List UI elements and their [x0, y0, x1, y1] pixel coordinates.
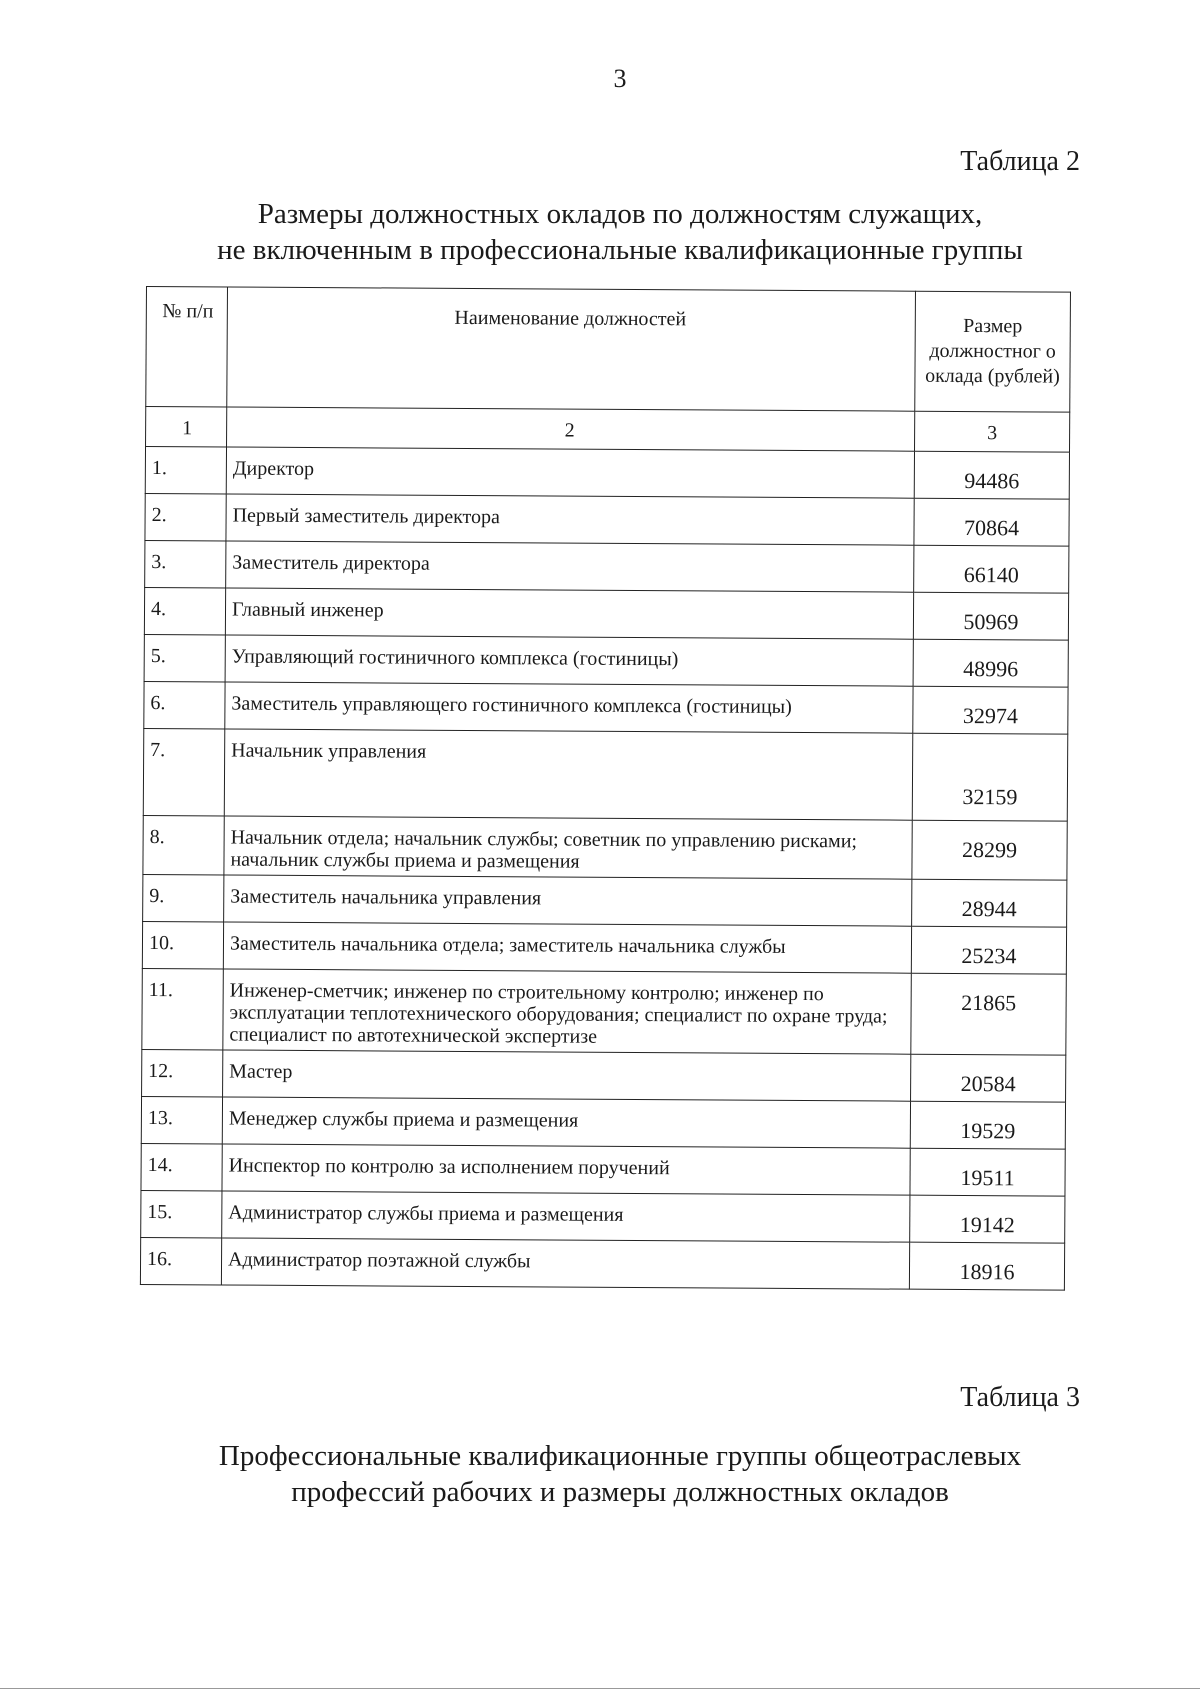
- salary-value: 21865: [911, 973, 1066, 1055]
- row-number: 6.: [144, 681, 225, 728]
- header-num: № п/п: [146, 287, 228, 407]
- salary-value: 19529: [910, 1101, 1065, 1149]
- table-row: [141, 1096, 1065, 1149]
- position-name: Главный инженер: [225, 588, 913, 639]
- row-number: 14.: [141, 1143, 222, 1190]
- salary-value: 28944: [912, 879, 1067, 927]
- row-number: 4.: [144, 587, 225, 634]
- position-name: Мастер: [223, 1050, 911, 1101]
- position-name: Администратор службы приема и размещения: [222, 1191, 910, 1242]
- row-number: 10.: [142, 921, 223, 968]
- table2-title-line1: Размеры должностных окладов по должностям служащих,: [257, 198, 983, 230]
- position-name: Менеджер службы приема и размещения: [222, 1097, 910, 1148]
- position-name: Начальник управления: [224, 729, 913, 820]
- table3-label: Таблица 3: [960, 1382, 1080, 1413]
- table2-title: [0, 196, 1200, 268]
- table-row: [141, 1190, 1065, 1243]
- row-number: 2.: [145, 493, 226, 540]
- col-number-1: 1: [146, 407, 227, 447]
- salary-value: 50969: [913, 592, 1068, 640]
- table-row: [142, 921, 1066, 974]
- table3-title-line2: профессий рабочих и размеры должностных окладов: [291, 1476, 949, 1508]
- table-row: [141, 1143, 1065, 1196]
- salary-value: 32974: [913, 686, 1068, 734]
- table2-title-line2: не включенным в профессиональные квалификационные группы: [217, 234, 1023, 266]
- col-number-2: 2: [227, 407, 915, 451]
- salary-value: 18916: [909, 1242, 1064, 1290]
- position-name: Заместитель начальника отдела; заместитель начальника службы: [223, 922, 911, 973]
- position-name: Начальник отдела; начальник службы; советник по управлению рисками; начальник службы приема и размещения: [224, 816, 912, 879]
- salary-value: 48996: [913, 639, 1068, 687]
- row-number: 9.: [143, 874, 224, 921]
- table-row: [145, 493, 1069, 546]
- col-number-3: 3: [915, 411, 1070, 452]
- salary-value: 25234: [911, 926, 1066, 974]
- header-name: Наименование должностей: [227, 287, 916, 411]
- position-name: Заместитель управляющего гостиничного комплекса (гостиницы): [225, 682, 913, 733]
- row-number: 8.: [143, 815, 224, 874]
- table-row: [144, 681, 1068, 734]
- scan-edge-line: [0, 1688, 1200, 1689]
- table-row: [145, 447, 1069, 500]
- row-number: 13.: [141, 1096, 222, 1143]
- column-numbers-row: [146, 407, 1070, 453]
- position-name: Заместитель директора: [226, 541, 914, 592]
- row-number: 5.: [144, 634, 225, 681]
- salary-table: [140, 286, 1071, 1291]
- table-row: [142, 1049, 1066, 1102]
- table-row: [144, 634, 1068, 687]
- row-number: 3.: [145, 540, 226, 587]
- salary-value: 20584: [911, 1054, 1066, 1102]
- page-number: 3: [613, 64, 627, 93]
- table-row: [143, 874, 1067, 927]
- salary-value: 19142: [910, 1195, 1065, 1243]
- salary-value: 32159: [912, 733, 1068, 821]
- header-salary: Размер должностног о оклада (рублей): [915, 291, 1071, 412]
- table-row: [142, 968, 1066, 1055]
- table3-title: [0, 1438, 1200, 1510]
- table2-label: Таблица 2: [960, 146, 1080, 177]
- table-row: [143, 728, 1068, 821]
- salary-value: 66140: [914, 545, 1069, 593]
- row-number: 7.: [143, 728, 225, 815]
- row-number: 12.: [142, 1049, 223, 1096]
- table-row: [143, 815, 1067, 880]
- table-row: [140, 1237, 1064, 1290]
- row-number: 15.: [141, 1190, 222, 1237]
- position-name: Управляющий гостиничного комплекса (гостиницы): [225, 635, 913, 686]
- salary-value: 70864: [914, 498, 1069, 546]
- salary-value: 19511: [910, 1148, 1065, 1196]
- position-name: Заместитель начальника управления: [224, 875, 912, 926]
- table-header-row: [146, 287, 1071, 413]
- row-number: 11.: [142, 968, 223, 1049]
- position-name: Инспектор по контролю за исполнением поручений: [222, 1144, 910, 1195]
- salary-value: 94486: [914, 451, 1069, 499]
- table-row: [144, 587, 1068, 640]
- table-row: [145, 540, 1069, 593]
- salary-value: 28299: [912, 820, 1067, 880]
- position-name: Администратор поэтажной службы: [221, 1238, 909, 1289]
- row-number: 1.: [145, 447, 226, 494]
- position-name: Директор: [226, 447, 914, 498]
- position-name: Первый заместитель директора: [226, 494, 914, 545]
- position-name: Инженер-сметчик; инженер по строительному контролю; инженер по эксплуатации теплотехнического оборудования; специалист по охране труда; специалист по автотехнической экспертизе: [223, 969, 911, 1054]
- row-number: 16.: [140, 1237, 221, 1284]
- table3-title-line1: Профессиональные квалификационные группы общеотраслевых: [218, 1440, 1022, 1472]
